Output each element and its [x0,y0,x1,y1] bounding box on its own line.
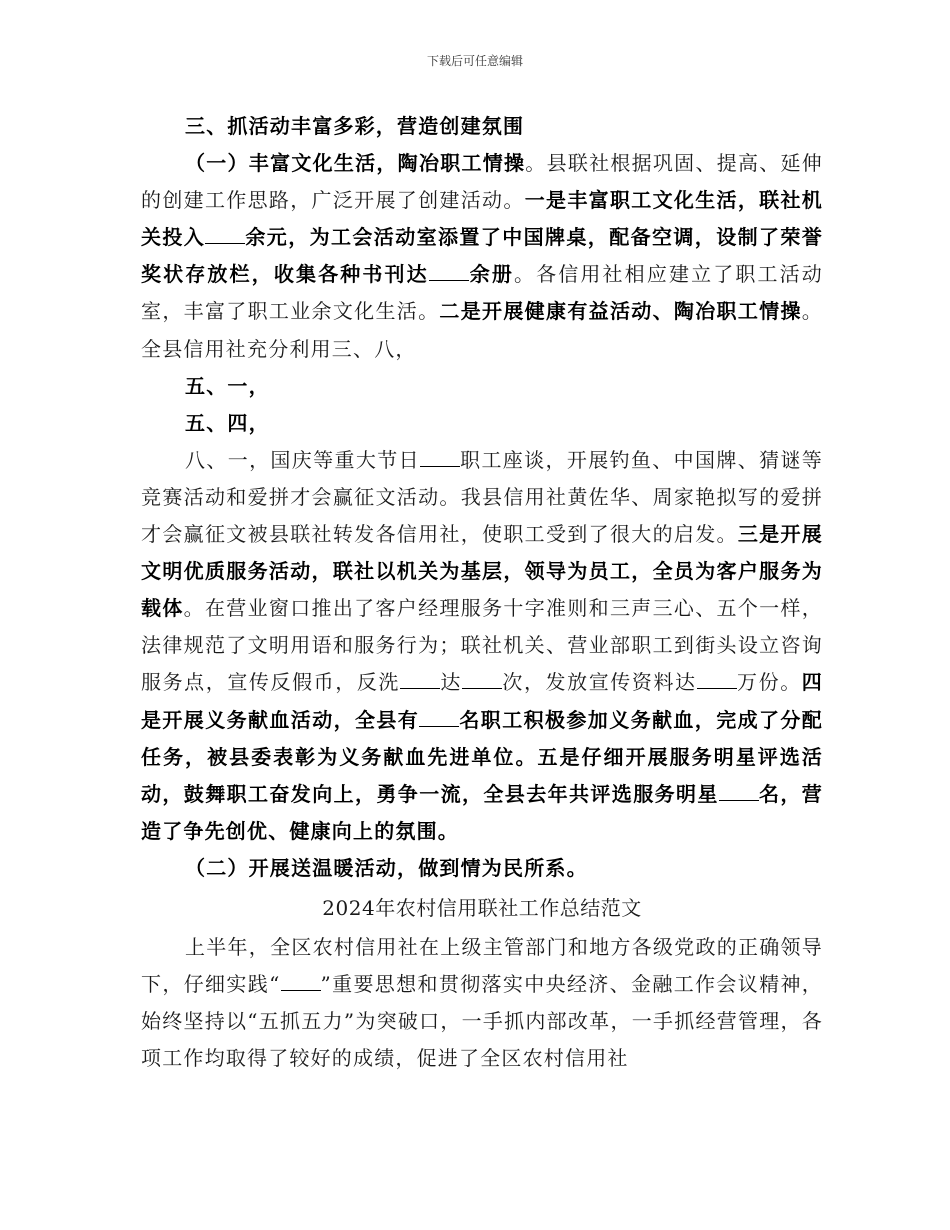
blank-underline [205,224,245,244]
section-heading: 三、抓活动丰富多彩，营造创建氛围 [185,114,525,138]
document-title: 2024年农村信用联社工作总结范文 [322,895,642,920]
blank-underline [420,447,460,467]
blank-underline [419,707,459,727]
page-header-note: 下载后可任意编辑 [426,54,523,68]
blank-underline [719,781,759,801]
blank-underline [281,971,321,991]
blank-underline [462,669,502,689]
blank-underline [429,261,469,281]
document-body [141,108,823,1077]
subheading-warmth: （二）开展送温暖活动，做到情为民所系。 [185,855,588,880]
paragraph-culture: （一）丰富文化生活，陶冶职工情操。县联社根据巩固、提高、延伸的创建工作思路，广泛开展了创建活动。一是丰富职工文化生活，联社机关投入 余元，为工会活动室添置了中国牌桌，配备空调，设制了荣誉奖状存放栏，收集各种书刊达 余册。各信用社相应建立了职工活动室，丰富了职工业余文化生活。二是开展健康有益活动、陶冶职工情操。全县信用社充分利用三、八， [141,151,823,361]
line-may-four: 五、四， [185,410,270,435]
blank-underline [400,669,440,689]
paragraph-activities: 八、一，国庆等重大节日 职工座谈，开展钓鱼、中国牌、猜谜等竞赛活动和爱拼才会赢征文活动。我县信用社黄佐华、周家艳拟写的爱拼才会赢征文被县联社转发各信用社，使职工受到了很大的启发。三是开展文明优质服务活动，联社以机关为基层，领导为员工，全员为客户服务为载体。在营业窗口推出了客户经理服务十字准则和三声三心、五个一样，法律规范了文明用语和服务行为；联社机关、营业部职工到街头设立咨询服务点，宣传反假币，反洗 达 次，发放宣传资料达 万份。四是开展义务献血活动，全县有 名职工积极参加义务献血，完成了分配任务，被县委表彰为义务献血先进单位。五是仔细开展服务明星评选活动，鼓舞职工奋发向上，勇争一流，全县去年共评选服务明星 名，营造了争先创优、健康向上的氛围。 [141,447,824,843]
paragraph-summary: 上半年，全区农村信用社在上级主管部门和地方各级党政的正确领导下，仔细实践“ ”重要思想和贯彻落实中央经济、金融工作会议精神，始终坚持以“五抓五力”为突破口，一手抓内部改革，一手抓经营管理，各项工作均取得了较好的成绩，促进了全区农村信用社 [141,935,824,1071]
line-may-one: 五、一， [185,373,270,398]
blank-underline [697,669,737,689]
